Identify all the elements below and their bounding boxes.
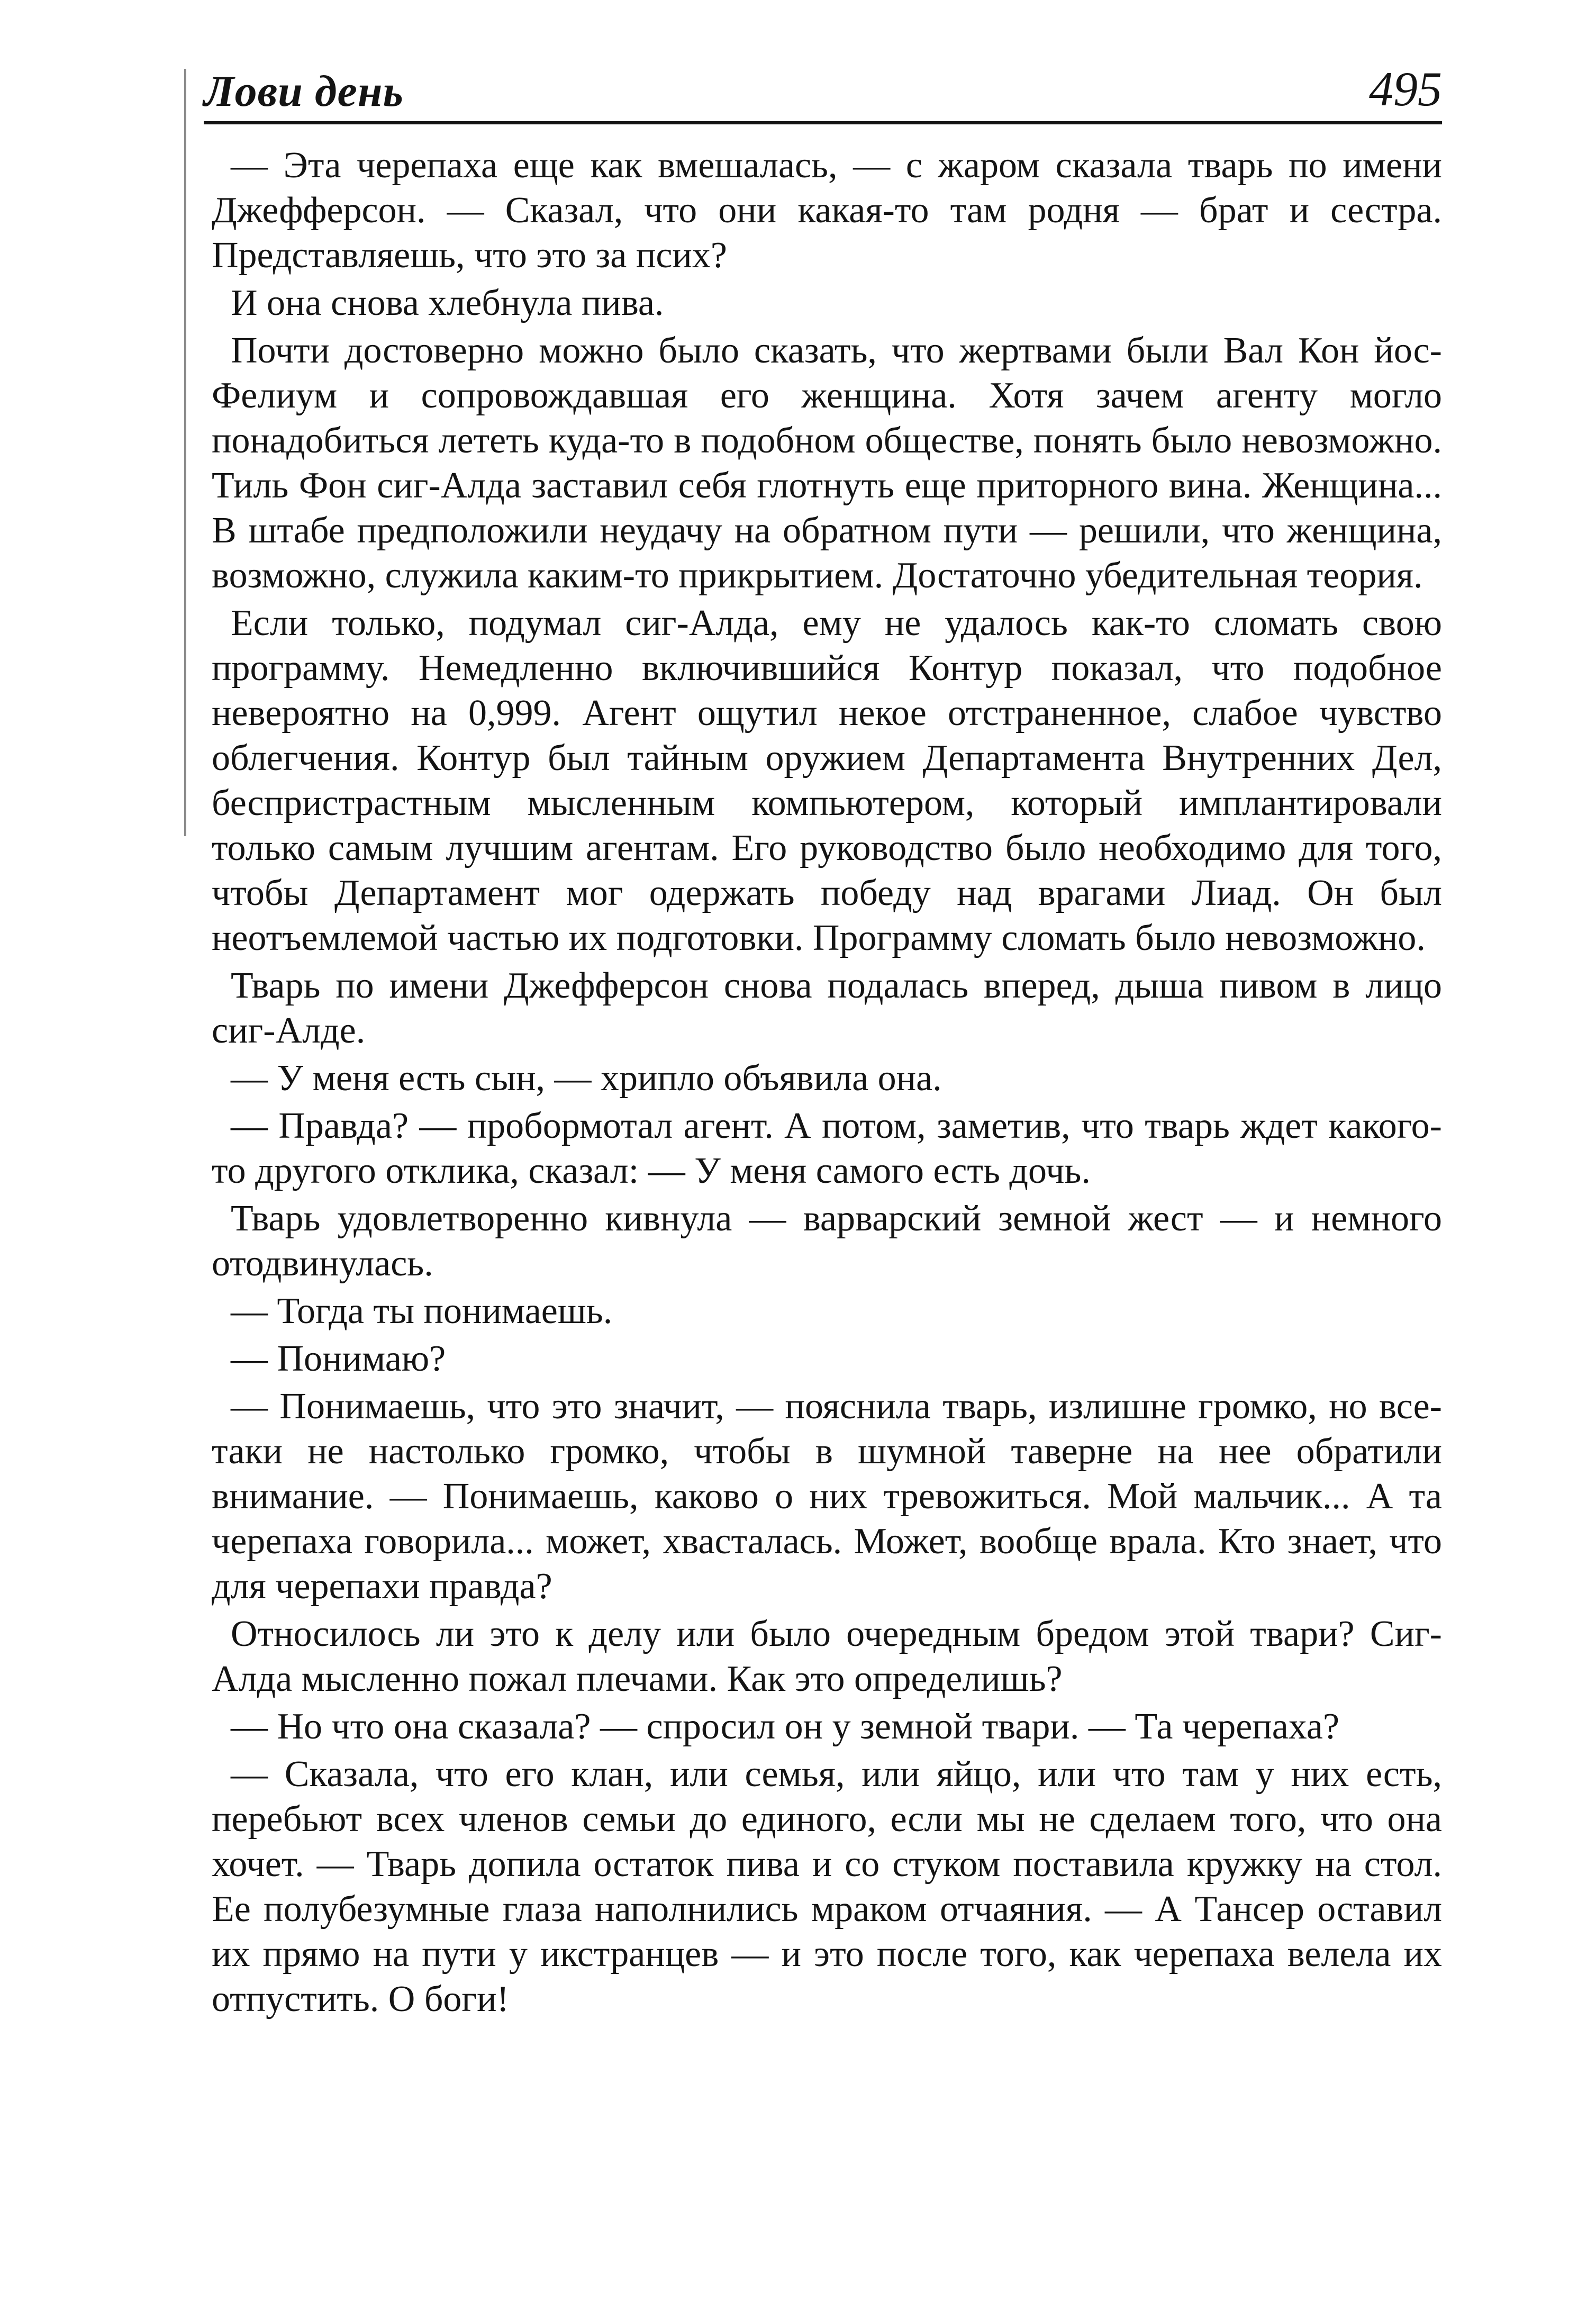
paragraph: — Правда? — пробормотал агент. А потом, заметив, что тварь ждет какого-то другого отклика, сказал: — У меня самого есть дочь. [212,1106,1442,1191]
paragraph: — Но что она сказала? — спросил он у земной твари. — Та черепаха? [231,1706,1340,1747]
running-head: Лови день [204,67,404,116]
page-number: 495 [1369,62,1442,116]
paragraph: Тварь удовлетворенно кивнула — варварский земной жест — и немного отодвинулась. [212,1198,1442,1284]
paragraph: — У меня есть сын, — хрипло объявила она. [231,1058,942,1099]
paragraph: — Тогда ты понимаешь. [231,1291,613,1332]
paragraph: И она снова хлебнула пива. [231,283,664,323]
binding-edge-line [184,69,186,836]
page-header [204,50,1442,124]
paragraph: — Сказала, что его клан, или семья, или яйцо, или что там у них есть, перебьют всех членов семьи до единого, если мы не сделаем того, что она хочет. — Тварь допила остаток пива и со стуком поставила кружку на стол. Ее полубезумные глаза наполнились мраком отчаяния. — А Тансер оставил их прямо на пути у икстранцев — и это после того, как черепаха велела их отпустить. О боги! [212,1754,1442,2020]
paragraph: Почти достоверно можно было сказать, что жертвами были Вал Кон йос-Фелиум и сопровождавшая его женщина. Хотя зачем агенту могло понадобиться лететь куда-то в подобном обществе, понять было невозможно. Тиль Фон сиг-Алда заставил себя глотнуть еще приторного вина. Женщина... В штабе предположили неудачу на обратном пути — решили, что женщина, возможно, служила каким-то прикрытием. Достаточно убедительная теория. [212,330,1442,596]
body-text [212,143,1442,2024]
paragraph: Относилось ли это к делу или было очередным бредом этой твари? Сиг-Алда мысленно пожал плечами. Как это определишь? [212,1614,1442,1699]
paragraph: Если только, подумал сиг-Алда, ему не удалось как-то сломать свою программу. Немедленно включившийся Контур показал, что подобное невероятно на 0,999. Агент ощутил некое отстраненное, слабое чувство облегчения. Контур был тайным оружием Департамента Внутренних Дел, беспристрастным мысленным компьютером, который имплантировали только самым лучшим агентам. Его руководство было необходимо для того, чтобы Департамент мог одержать победу над врагами Лиад. Он был неотъемлемой частью их подготовки. Программу сломать было невозможно. [212,603,1442,958]
paragraph: — Понимаю? [231,1338,446,1379]
paragraph: — Эта черепаха еще как вмешалась, — с жаром сказала тварь по имени Джефферсон. — Сказал, что они какая-то там родня — брат и сестра. Представляешь, что это за псих? [212,145,1442,276]
header-rule [204,121,1442,124]
paragraph: Тварь по имени Джефферсон снова подалась вперед, дыша пивом в лицо сиг-Алде. [212,965,1442,1051]
paragraph: — Понимаешь, что это значит, — пояснила тварь, излишне громко, но все-таки не настолько громко, чтобы в шумной таверне на нее обратили внимание. — Понимаешь, каково о них тревожиться. Мой мальчик... А та черепаха говорила... может, хвасталась. Может, вообще врала. Кто знает, что для черепахи правда? [212,1386,1442,1607]
